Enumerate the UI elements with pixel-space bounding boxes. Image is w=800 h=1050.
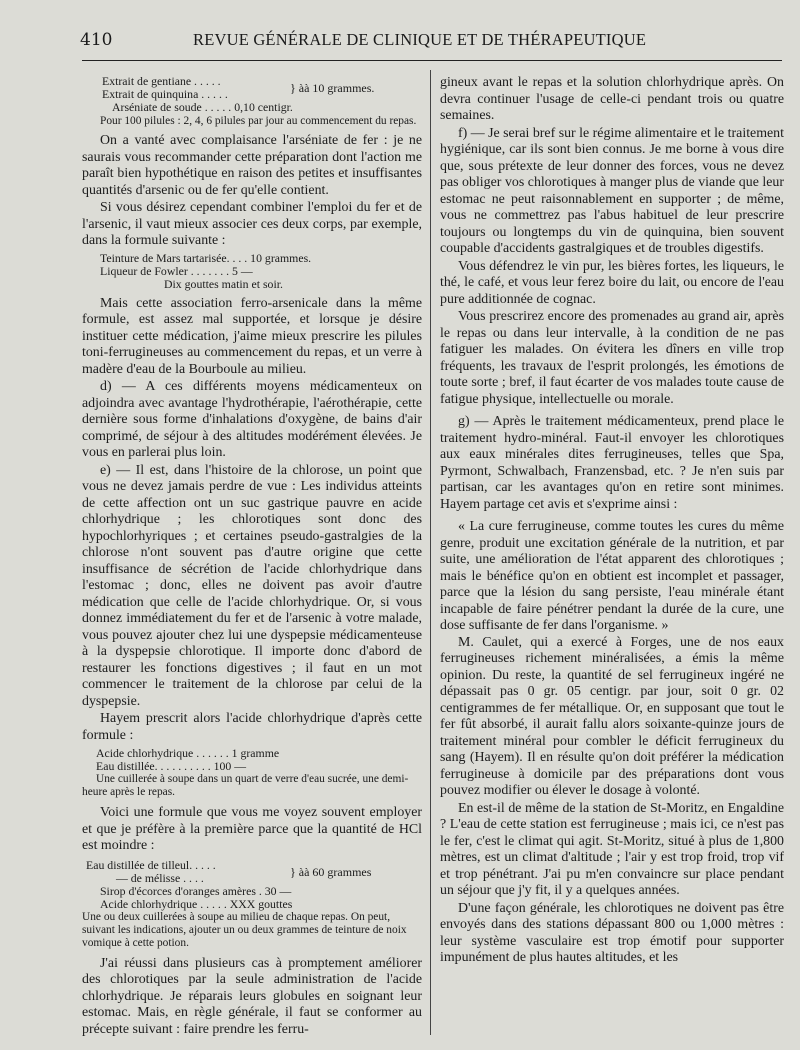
paragraph: f) — Je serai bref sur le régime alimentaire et le traitement hygiénique, car ils sont bien connus. Je me borne à vous dire que, sous prétexte de leur donner des forces, vous ne devez pas obliger vos chlorotiques à manger plus de viande que leur estomac ne peut raisonnablement en supporter ; de même, vous ne commettrez pas l'abus habituel de leur prescrire toujours ou longtemps du vin de quinquina, bien souvent coupable d'accidents gastralgiques et de troubles digestifs. xyxy=(440,125,784,256)
paragraph: d) — A ces différents moyens médicamenteux on adjoindra avec avantage l'hydrothérapie, l'aérothérapie, cette dernière sous forme d'inhalations d'oxygène, de bains d'air comprimé, de séjour à des altitudes modérément élevées. Je vous en parlerai plus loin. xyxy=(82,379,422,461)
rx-note: Une ou deux cuillerées à soupe au milieu de chaque repas. On peut, suivant les indications, ajouter un ou deux grammes de teinture de noix vomique à cette potion. xyxy=(82,911,407,949)
right-column xyxy=(440,75,784,968)
journal-title: REVUE GÉNÉRALE DE CLINIQUE ET DE THÉRAPEUTIQUE xyxy=(193,30,647,49)
rx-line: Eau distillée de tilleul. . . . . xyxy=(86,857,216,872)
rx-line: Teinture de Mars tartarisée. . . . 10 grammes. xyxy=(100,250,312,265)
header-rule xyxy=(82,60,782,61)
rx-line: Acide chlorhydrique . . . . . . 1 gramme xyxy=(96,746,280,761)
paragraph: Voici une formule que vous me voyez souvent employer et que je préfère à la première parce que la quantité de HCl est moindre : xyxy=(82,805,422,854)
rx-line: Arséniate de soude . . . . . 0,10 centigr. xyxy=(112,100,293,115)
paragraph: On a vanté avec complaisance l'arséniate de fer : je ne saurais vous recommander cette préparation dont l'action me paraît bien hypothétique en raison des petites et insuffisantes quantités d'arsenic ou de fer qu'elle contient. xyxy=(82,133,422,198)
paragraph: D'une façon générale, les chlorotiques ne doivent pas être envoyés dans des stations dépassant 800 ou 1,000 mètres : leur système vasculaire est trop émotif pour supporter impunément de plus hautes altitudes, et les xyxy=(440,900,784,965)
running-header xyxy=(80,28,780,56)
prescription-gentiane xyxy=(82,75,422,115)
column-separator xyxy=(430,70,431,1035)
rx-line: — de mélisse . . . . xyxy=(116,870,204,885)
rx-brace-dose: } àà 10 grammes. xyxy=(290,81,375,95)
paragraph: gineux avant le repas et la solution chlorhydrique après. On devra continuer l'usage de celle-ci pendant trois ou quatre semaines. xyxy=(440,75,784,123)
prescription-hcl-hayem xyxy=(82,747,422,773)
paragraph: Vous défendrez le vin pur, les bières fortes, les liqueurs, le thé, le café, et vous leur ferez boire du lait, ou encore de l'eau pure additionnée de cognac. xyxy=(440,258,784,307)
paragraph: Hayem prescrit alors l'acide chlorhydrique d'après cette formule : xyxy=(82,711,422,743)
prescription-tilleul xyxy=(82,859,422,912)
rx-brace-dose: } àà 60 grammes xyxy=(290,864,372,879)
quotation: « La cure ferrugineuse, comme toutes les cures du même genre, produit une excitation générale de la nutrition, et par suite, une amélioration de l'état apparent des chlorotiques ; mais le bénéfice qu'on en obtient est incomplet et passager, parce que la lésion du sang persiste, l'eau minérale étant incapable de faire pénétrer pendant la durée de la cure, une dose suffisante de fer dans l'organisme. » xyxy=(440,519,784,633)
page-number: 410 xyxy=(80,30,113,50)
paragraph: Si vous désirez cependant combiner l'emploi du fer et de l'arsenic, il vaut mieux associer ces deux corps, par exemple, dans la formule suivante : xyxy=(82,200,422,249)
paragraph: e) — Il est, dans l'histoire de la chlorose, un point que vous ne devez jamais perdre de vue : Les individus atteints de cette affection ont un suc gastrique pauvre en acide chlorhydrique ; les chlorotiques sont donc des hypochlorhyriques ; et certaines pseudo-gastralgies de la chlorose n'ont souvent pas d'autre origine que cette insuffisance de sécrétion de l'acide chlorhydrique dans l'estomac ; donc, elles ne doivent pas avoir d'autre médication que celle de l'acide chlorhydrique. Or, si vous donnez immédiatement du fer et de l'arsenic à votre malade, vous pouvez ajouter chez lui une dyspepsie médicamenteuse à la dyspepsie chlorotique. Il importe donc d'abord de restaurer les fonctions digestives ; il faut en un mot commencer le traitement de la chlorose par celui de la dyspepsie. xyxy=(82,462,422,709)
rx-line: Liqueur de Fowler . . . . . . . 5 — xyxy=(100,264,253,279)
rx-note: Une cuillerée à soupe dans un quart de verre d'eau sucrée, une demi-heure après le repas. xyxy=(82,773,409,799)
rx-note: Pour 100 pilules : 2, 4, 6 pilules par jour au commencement du repas. xyxy=(100,114,417,127)
paragraph: Vous prescrirez encore des promenades au grand air, après le repas ou dans leur intervalle, à la condition de ne pas fatiguer les malades. On évitera les dîners en ville trop fréquents, les travaux de l'esprit prolongés, les émotions de toute sorte ; bref, il faut écarter de vos malades toute cause de fatigue physique, intellectuelle ou morale. xyxy=(440,309,784,407)
rx-line: Extrait de quinquina . . . . . xyxy=(102,87,228,102)
rx-note: Dix gouttes matin et soir. xyxy=(164,277,283,292)
paragraph: En est-il de même de la station de St-Moritz, en Engaldine ? L'eau de cette station est ferrugineuse ; mais ici, ce n'est pas le fer, c'est le climat qui agit. St-Moritz, situé à plus de 1,800 mètres, est un climat d'altitude ; l'air y est trop froid, trop vif et trop pénétrant. J'ai pu m'en convaincre sur place pendant un séjour que j'y fit, il y a quelques années. xyxy=(440,800,784,898)
rx-line: Sirop d'écorces d'oranges amères . 30 — xyxy=(100,883,292,898)
prescription-mars xyxy=(82,252,422,292)
left-column xyxy=(82,75,422,1039)
rx-line: Eau distillée. . . . . . . . . . 100 — xyxy=(96,759,247,774)
paragraph: g) — Après le traitement médicamenteux, prend place le traitement hydro-minéral. Faut-il envoyer les chlorotiques aux eaux minérales dites ferrugineuses, telles que Spa, Pyrmont, Schwalbach, Franzensbad, etc. ? Je n'en suis par partisan, car les avantages qu'on en retire sont minimes. Hayem partage cet avis et s'exprime ainsi : xyxy=(440,414,784,512)
rx-line: Acide chlorhydrique . . . . . XXX gouttes xyxy=(100,897,293,912)
rx-line: Extrait de gentiane . . . . . xyxy=(102,74,221,88)
paragraph: M. Caulet, qui a exercé à Forges, une de nos eaux ferrugineuses richement minéralisées, a émis la même opinion. Du reste, la quantité de sel ferrugineux ingéré ne dépassait pas 0 gr. 05 centigr. par jour, soit 0 gr. 02 centigrammes de fer métallique. Or, en supposant que tout le fer fût absorbé, il aurait fallu alors soixante-quinze jours de traitement minéral pour combler le déficit ferrugineux du sang (Hayem). Il en résulte qu'on doit préférer la médication ferrugineuse à domicile par des préparations dont vous pouvez modifier ou élever le dosage à volonté. xyxy=(440,634,784,798)
paragraph: J'ai réussi dans plusieurs cas à promptement améliorer des chlorotiques par la seule administration de l'acide chlorhydrique. Je réparais leurs globules en soignant leur estomac. Mais, en règle générale, il faut se conformer au précepte suivant : faire prendre les ferru- xyxy=(82,955,422,1037)
paragraph: Mais cette association ferro-arsenicale dans la même formule, est assez mal supportée, et lorsque je désire instituer cette médication, j'aime mieux prescrire les pilules toni-ferrugineuses au commencement du repas, et un verre à madère d'eau de la Bourboule au milieu. xyxy=(82,295,422,377)
